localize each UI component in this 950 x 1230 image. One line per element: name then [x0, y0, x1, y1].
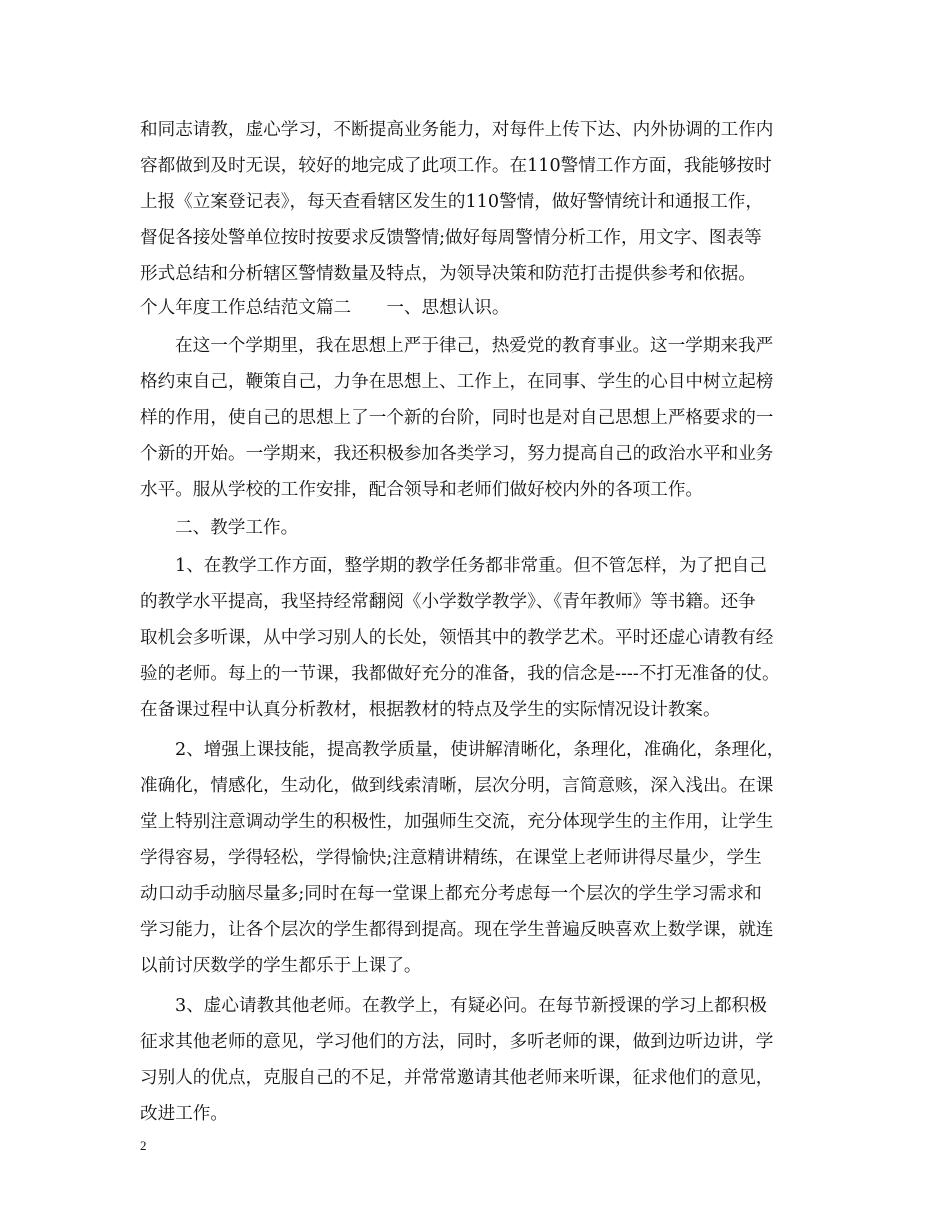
text-line: 督促各接处警单位按时按要求反馈警情;做好每周警情分析工作，用文字、图表等: [140, 228, 762, 248]
text-line: 动口动手动脑尽量多;同时在每一堂课上都充分考虑每一个层次的学生学习需求和: [140, 884, 762, 904]
text-line: 的教学水平提高，我坚持经常翻阅《小学数学教学》、《青年教师》等书籍。还争: [140, 592, 756, 612]
text-line: 学得容易，学得轻松，学得愉快;注意精讲精练，在课堂上老师讲得尽量少，学生: [140, 848, 762, 868]
text-line: 个新的开始。一学期来，我还积极参加各类学习，努力提高自己的政治水平和业务: [140, 444, 774, 464]
text-line: 准确化，情感化，生动化，做到线索清晰，层次分明，言简意赅，深入浅出。在课: [140, 776, 774, 796]
text-line: 容都做到及时无误，较好的地完成了此项工作。在110警情工作方面，我能够按时: [140, 156, 772, 176]
text-line: 习别人的优点，克服自己的不足，并常常邀请其他老师来听课，征求他们的意见，: [140, 1068, 774, 1088]
paragraph-first-line: 1、在教学工作方面，整学期的教学任务都非常重。但不管怎样，为了把自己: [175, 556, 767, 576]
text-line: 在备课过程中认真分析教材，根据教材的特点及学生的实际情况设计教案。: [140, 700, 721, 720]
text-line: 以前讨厌数学的学生都乐于上课了。: [140, 956, 422, 976]
text-line: 学习能力，让各个层次的学生都得到提高。现在学生普遍反映喜欢上数学课，就连: [140, 920, 774, 940]
text-line: 样的作用，使自己的思想上了一个新的台阶，同时也是对自己思想上严格要求的一: [140, 408, 774, 428]
page-number: 2: [140, 1138, 147, 1153]
section-heading: 二、教学工作。: [175, 518, 299, 538]
text-line: 格约束自己，鞭策自己，力争在思想上、工作上，在同事、学生的心目中树立起榜: [140, 372, 774, 392]
paragraph-first-line: 2、增强上课技能，提高教学质量，使讲解清晰化，条理化，准确化，条理化，: [175, 740, 785, 760]
text-line: 取机会多听课，从中学习别人的长处，领悟其中的教学艺术。平时还虚心请教有经: [140, 628, 774, 648]
text-line: 征求其他老师的意见，学习他们的方法，同时，多听老师的课，做到边听边讲，学: [140, 1032, 774, 1052]
paragraph-first-line: 3、虚心请教其他老师。在教学上，有疑必问。在每节新授课的学习上都积极: [175, 996, 767, 1016]
text-line: 和同志请教，虚心学习，不断提高业务能力，对每件上传下达、内外协调的工作内: [140, 120, 774, 140]
text-line: 形式总结和分析辖区警情数量及特点，为领导决策和防范打击提供参考和依据。: [140, 264, 756, 284]
text-line: 堂上特别注意调动学生的积极性，加强师生交流，充分体现学生的主作用，让学生: [140, 812, 774, 832]
text-line: 验的老师。每上的一节课，我都做好充分的准备，我的信念是----不打无准备的仗。: [140, 664, 780, 684]
text-line: 水平。服从学校的工作安排，配合领导和老师们做好校内外的各项工作。: [140, 480, 704, 500]
paragraph-first-line: 在这一个学期里，我在思想上严于律己，热爱党的教育事业。这一学期来我严: [175, 336, 774, 356]
section-heading-line: 个人年度工作总结范文篇二 一、思想认识。: [140, 298, 510, 318]
text-line: 上报《立案登记表》，每天查看辖区发生的110警情，做好警情统计和通报工作，: [140, 192, 763, 212]
text-line: 改进工作。: [140, 1104, 228, 1124]
